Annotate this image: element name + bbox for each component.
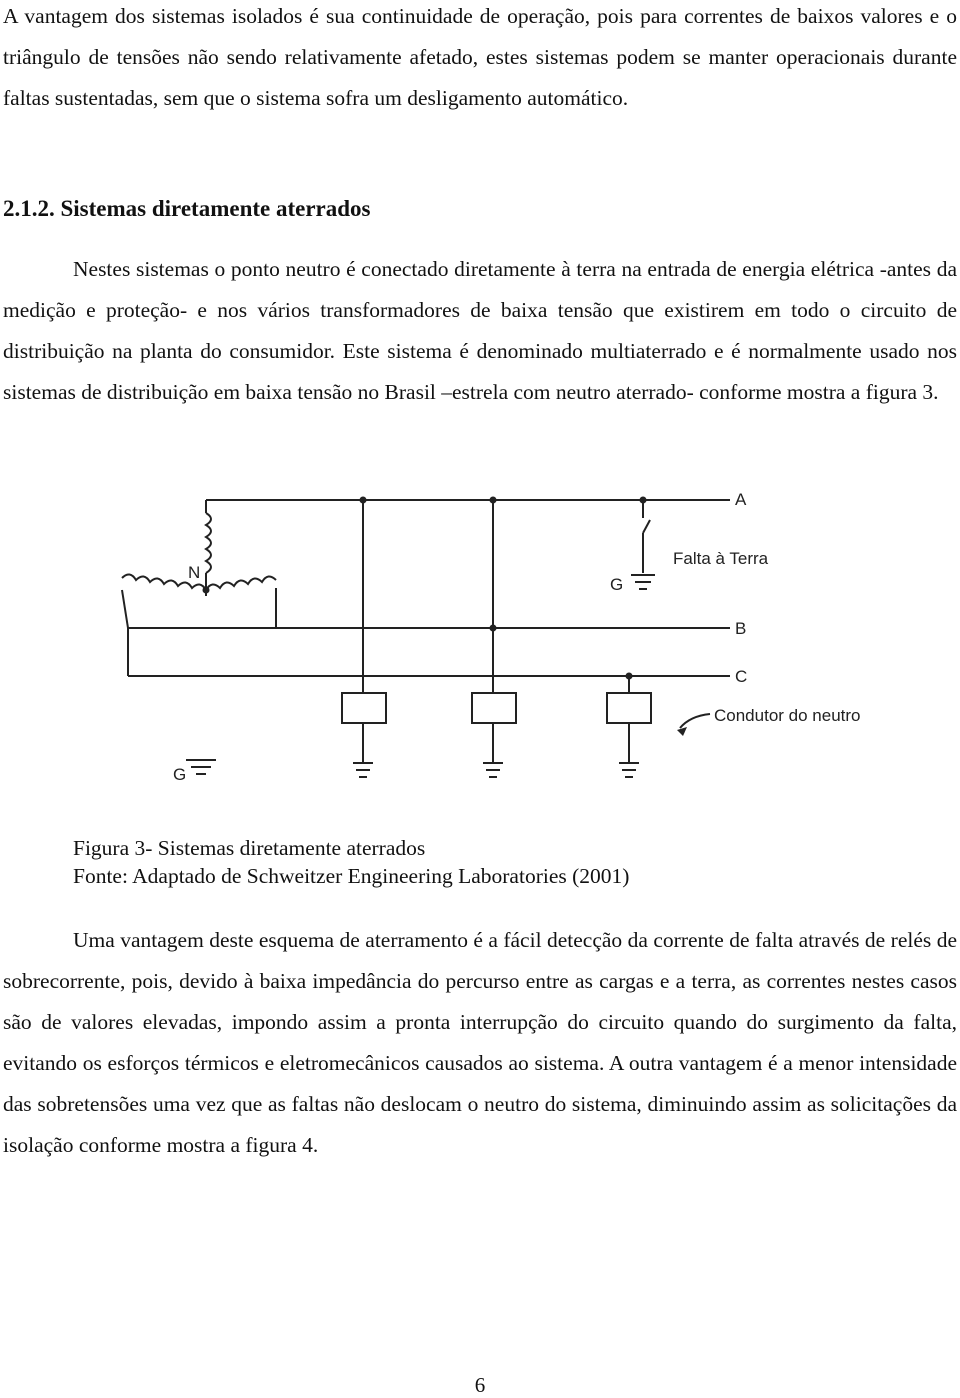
label-ground-fault: Falta à Terra: [673, 549, 769, 568]
paragraph-intro: A vantagem dos sistemas isolados é sua continuidade de operação, pois para correntes de baixos valores e o triângulo de tensões não sendo relativamente afetado, estes sistemas podem se manter operacionais durante faltas sustentadas, sem que o sistema sofra um desligamento automático.: [3, 4, 957, 110]
label-phase-c: C: [735, 667, 748, 686]
figure-caption: Figura 3- Sistemas diretamente aterrados: [73, 836, 426, 860]
label-phase-b: B: [735, 619, 747, 638]
label-ground-left-g: G: [173, 765, 187, 784]
label-neutral-point: N: [188, 563, 201, 582]
load-box-1: [342, 693, 386, 723]
neutral-point-dot: [203, 587, 210, 594]
diagram-svg: [120, 478, 900, 793]
arrow-head: [677, 727, 687, 736]
label-phase-a: A: [735, 490, 747, 509]
paragraph-section: Nestes sistemas o ponto neutro é conectado diretamente à terra na entrada de energia elétrica -antes da medição e proteção- e nos vários transformadores de baixa tensão que existirem em todo o circuito de distribuição na planta do consumidor. Este sistema é denominado multiaterrado e é normalmente usado nos sistemas de distribuição em baixa tensão no Brasil –estrela com neutro aterrado- conforme mostra a figura 3.: [3, 257, 957, 404]
fault-switch: [643, 520, 650, 533]
label-ground-fault-g: G: [610, 575, 624, 594]
winding-c-coil: [206, 576, 276, 590]
paragraph-advantage: Uma vantagem deste esquema de aterramento é a fácil detecção da corrente de falta através de relés de sobrecorrente, pois, devido à baixa impedância do percurso entre as cargas e a terra, as correntes nestes casos são de valores elevadas, impondo assim a pronta interrupção do circuito quando do surgimento da falta, evitando os esforços térmicos e eletromecânicos causados ao sistema. A outra vantagem é a menor intensidade das sobretensões uma vez que as faltas não deslocam o neutro do sistema, diminuindo assim as solicitações da isolação conforme mostra a figura 4.: [3, 928, 957, 1157]
neutral-arrow: [680, 714, 710, 728]
figure-source: Fonte: Adaptado de Schweitzer Engineering Laboratories (2001): [73, 864, 630, 888]
page-number: 6: [474, 1373, 486, 1397]
winding-a-coil: [206, 513, 211, 573]
load-box-3: [607, 693, 651, 723]
section-heading: 2.1.2. Sistemas diretamente aterrados: [3, 196, 371, 221]
label-neutral-conductor: Condutor do neutro: [714, 706, 861, 725]
figure-grounding-diagram: [120, 478, 900, 793]
load-box-2: [472, 693, 516, 723]
